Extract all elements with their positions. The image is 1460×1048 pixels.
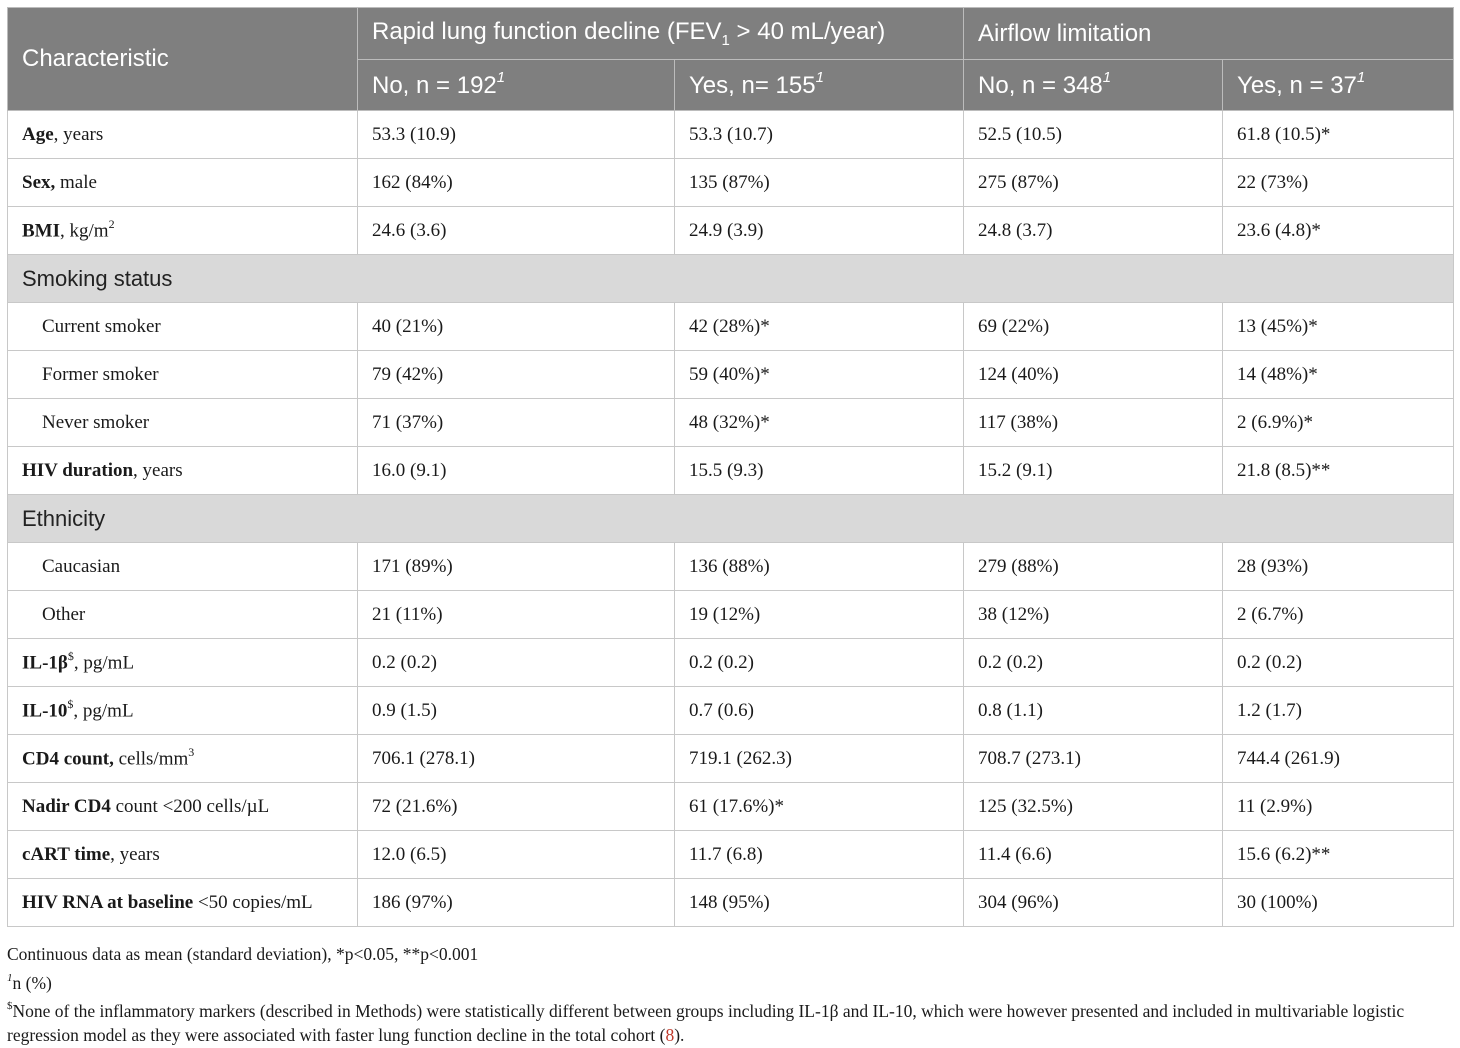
row-label: Current smoker xyxy=(8,303,358,351)
cell: 24.8 (3.7) xyxy=(964,207,1223,255)
cell: 14 (48%)* xyxy=(1223,351,1454,399)
header-col-airflow-no: No, $n = 348^1$ xyxy=(964,60,1223,111)
header-characteristic: Characteristic xyxy=(8,8,358,111)
header-group-rapid-decline: Rapid lung function decline ($FEV_1 > 40$ mL/year) xyxy=(358,8,964,60)
table-row-il1b xyxy=(8,639,1454,687)
row-label: IL-10$, pg/mL xyxy=(8,687,358,735)
cell: 11.7 (6.8) xyxy=(675,831,964,879)
table-row-hiv-rna xyxy=(8,879,1454,927)
row-label: Nadir CD4 count <200 cells/µL xyxy=(8,783,358,831)
cell: 0.2 (0.2) xyxy=(358,639,675,687)
cell: 304 (96%) xyxy=(964,879,1223,927)
table-row-il10 xyxy=(8,687,1454,735)
row-label: HIV RNA at baseline <50 copies/mL xyxy=(8,879,358,927)
header-col-decline-no: No, $n = 192^1$ xyxy=(358,60,675,111)
cell: 61.8 (10.5)* xyxy=(1223,111,1454,159)
row-label: Caucasian xyxy=(8,543,358,591)
footnote-stats: Continuous data as mean (standard deviation), *p<0.05, **p<0.001 xyxy=(7,944,479,964)
header-group-airflow-limitation: Airflow limitation xyxy=(964,8,1454,60)
cell: 125 (32.5%) xyxy=(964,783,1223,831)
characteristics-table xyxy=(7,7,1454,927)
cell: 0.9 (1.5) xyxy=(358,687,675,735)
cell: 279 (88%) xyxy=(964,543,1223,591)
cell: 15.6 (6.2)** xyxy=(1223,831,1454,879)
cell: 24.6 (3.6) xyxy=(358,207,675,255)
cell: 0.8 (1.1) xyxy=(964,687,1223,735)
cell: 61 (17.6%)* xyxy=(675,783,964,831)
cell: 52.5 (10.5) xyxy=(964,111,1223,159)
cell: 0.2 (0.2) xyxy=(675,639,964,687)
section-row-ethnicity xyxy=(8,495,1454,543)
cell: 23.6 (4.8)* xyxy=(1223,207,1454,255)
cell: 19 (12%) xyxy=(675,591,964,639)
table-row-caucasian xyxy=(8,543,1454,591)
cell: 53.3 (10.9) xyxy=(358,111,675,159)
cell: 2 (6.7%) xyxy=(1223,591,1454,639)
cell: 42 (28%)* xyxy=(675,303,964,351)
row-label: cART time, years xyxy=(8,831,358,879)
table-row-never-smoker xyxy=(8,399,1454,447)
row-label: Sex, male xyxy=(8,159,358,207)
table-row-nadir-cd4 xyxy=(8,783,1454,831)
cell: 28 (93%) xyxy=(1223,543,1454,591)
cell: 21 (11%) xyxy=(358,591,675,639)
footnote-inflammatory-markers: $None of the inflammatory markers (described in Methods) were statistically different between groups including IL-1β and IL-10, which were however presented and included in multivariable logistic regression model as they were associated with faster lung function decline in the total cohort (8). xyxy=(7,999,1405,1046)
table-row-sex xyxy=(8,159,1454,207)
section-label: Smoking status xyxy=(8,255,1454,303)
table-row-age xyxy=(8,111,1454,159)
table-row-cart-time xyxy=(8,831,1454,879)
cell: 186 (97%) xyxy=(358,879,675,927)
cell: 53.3 (10.7) xyxy=(675,111,964,159)
cell: 24.9 (3.9) xyxy=(675,207,964,255)
cell: 16.0 (9.1) xyxy=(358,447,675,495)
cell: 12.0 (6.5) xyxy=(358,831,675,879)
section-label: Ethnicity xyxy=(8,495,1454,543)
table-row-bmi xyxy=(8,207,1454,255)
cell: 22 (73%) xyxy=(1223,159,1454,207)
cell: 171 (89%) xyxy=(358,543,675,591)
cell: 0.7 (0.6) xyxy=(675,687,964,735)
reference-link[interactable]: 8 xyxy=(665,1025,675,1046)
cell: 11.4 (6.6) xyxy=(964,831,1223,879)
cell: 38 (12%) xyxy=(964,591,1223,639)
cell: 69 (22%) xyxy=(964,303,1223,351)
cell: 11 (2.9%) xyxy=(1223,783,1454,831)
cell: 719.1 (262.3) xyxy=(675,735,964,783)
header-col-airflow-yes: Yes, $n = 37^1$ xyxy=(1223,60,1454,111)
cell: 30 (100%) xyxy=(1223,879,1454,927)
cell: 15.5 (9.3) xyxy=(675,447,964,495)
table-row-current-smoker xyxy=(8,303,1454,351)
cell: 79 (42%) xyxy=(358,351,675,399)
cell: 0.2 (0.2) xyxy=(1223,639,1454,687)
table-row-former-smoker xyxy=(8,351,1454,399)
cell: 48 (32%)* xyxy=(675,399,964,447)
table-row-other xyxy=(8,591,1454,639)
table-container xyxy=(7,7,1453,927)
cell: 124 (40%) xyxy=(964,351,1223,399)
row-label: CD4 count, cells/$mm^3$ xyxy=(8,735,358,783)
cell: 21.8 (8.5)** xyxy=(1223,447,1454,495)
cell: 71 (37%) xyxy=(358,399,675,447)
footnote-n-percent: $^1$n (%) xyxy=(7,971,52,993)
header-col-decline-yes: Yes, $n= 155^1$ xyxy=(675,60,964,111)
row-label: BMI, $kg/m^2$ xyxy=(8,207,358,255)
cell: 40 (21%) xyxy=(358,303,675,351)
table-row-hiv-duration xyxy=(8,447,1454,495)
row-label: Age, years xyxy=(8,111,358,159)
cell: 15.2 (9.1) xyxy=(964,447,1223,495)
cell: 744.4 (261.9) xyxy=(1223,735,1454,783)
header-row-groups xyxy=(8,8,1454,60)
cell: 59 (40%)* xyxy=(675,351,964,399)
row-label: HIV duration, years xyxy=(8,447,358,495)
cell: 13 (45%)* xyxy=(1223,303,1454,351)
row-label: Former smoker xyxy=(8,351,358,399)
row-label: Never smoker xyxy=(8,399,358,447)
table-footnotes xyxy=(7,942,1455,1048)
row-label: IL-1β$, pg/mL xyxy=(8,639,358,687)
row-label: Other xyxy=(8,591,358,639)
cell: 275 (87%) xyxy=(964,159,1223,207)
table-row-cd4 xyxy=(8,735,1454,783)
cell: 2 (6.9%)* xyxy=(1223,399,1454,447)
cell: 136 (88%) xyxy=(675,543,964,591)
cell: 72 (21.6%) xyxy=(358,783,675,831)
cell: 706.1 (278.1) xyxy=(358,735,675,783)
section-row-smoking xyxy=(8,255,1454,303)
cell: 148 (95%) xyxy=(675,879,964,927)
cell: 162 (84%) xyxy=(358,159,675,207)
cell: 708.7 (273.1) xyxy=(964,735,1223,783)
cell: 117 (38%) xyxy=(964,399,1223,447)
cell: 135 (87%) xyxy=(675,159,964,207)
cell: 1.2 (1.7) xyxy=(1223,687,1454,735)
cell: 0.2 (0.2) xyxy=(964,639,1223,687)
